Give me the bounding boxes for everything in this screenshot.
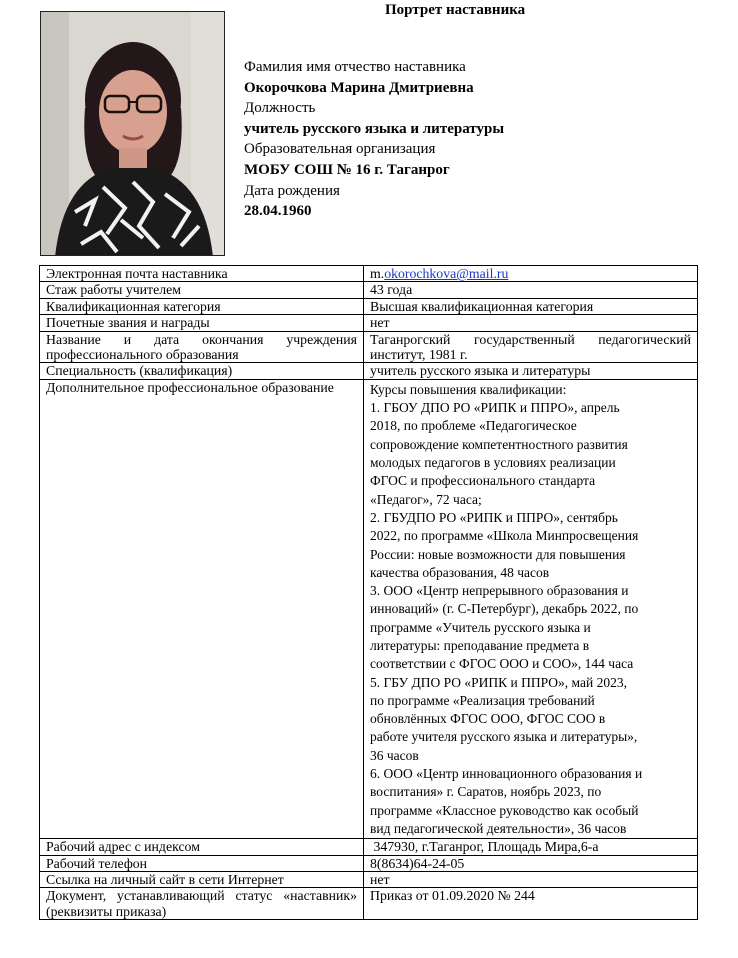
course-line: 2018, по проблеме «Педагогическое <box>370 418 577 434</box>
table-row <box>40 363 698 379</box>
fio-label: Фамилия имя отчество наставника <box>244 59 466 75</box>
phone-value: 8(8634)64-24-05 <box>364 855 698 871</box>
org-value: МОБУ СОШ № 16 г. Таганрог <box>244 161 450 178</box>
course-line: 6. ООО «Центр инновационного образования и <box>370 766 643 782</box>
category-value: Высшая квалификационная категория <box>364 298 698 314</box>
table-row <box>40 872 698 888</box>
course-line: России: новые возможности для повышения <box>370 546 626 562</box>
mentor-info <box>244 57 504 222</box>
document-value: Приказ от 01.09.2020 № 244 <box>364 888 698 920</box>
experience-label: Стаж работы учителем <box>40 282 364 298</box>
address-value: 347930, г.Таганрог, Площадь Мира,6-а <box>364 839 698 855</box>
page-title: Портрет наставника <box>385 2 526 18</box>
course-line: работе учителя русского языка и литературы», <box>370 729 638 745</box>
address-label: Рабочий адрес с индексом <box>40 839 364 855</box>
site-value: нет <box>364 872 698 888</box>
document-label: Документ, устанавливающий статус «наставник» (реквизиты приказа) <box>40 888 364 920</box>
mentor-photo <box>40 11 225 256</box>
course-line: 5. ГБУ ДПО РО «РИПК и ППРО», май 2023, <box>370 674 627 690</box>
course-line: Курсы повышения квалификации: <box>370 381 567 397</box>
birth-label: Дата рождения <box>244 182 340 199</box>
position-value: учитель русского языка и литературы <box>244 120 505 137</box>
portrait-image <box>41 12 225 256</box>
course-line: сопровождение компетентностного развития <box>370 436 628 452</box>
course-line: 2022, по программе «Школа Минпросвещения <box>370 528 639 544</box>
birth-value: 28.04.1960 <box>244 203 312 220</box>
fio-value: Окорочкова Марина Дмитриевна <box>244 79 474 96</box>
table-row <box>40 266 698 282</box>
additional-value <box>364 379 698 838</box>
course-line: 2. ГБУДПО РО «РИПК и ППРО», сентябрь <box>370 509 618 525</box>
course-line: ФГОС и профессионального стандарта <box>370 473 596 489</box>
email-prefix: m. <box>370 266 385 281</box>
awards-value: нет <box>364 315 698 331</box>
position-label: Должность <box>244 100 316 117</box>
course-line: программе «Классное руководство как особый <box>370 802 639 818</box>
email-label: Электронная почта наставника <box>40 266 364 282</box>
course-line: «Педагог», 72 часа; <box>370 491 482 507</box>
course-line: вид педагогической деятельности», 36 часов <box>370 820 627 836</box>
phone-label: Рабочий телефон <box>40 855 364 871</box>
course-line: 1. ГБОУ ДПО РО «РИПК и ППРО», апрель <box>370 400 620 416</box>
course-line: 36 часов <box>370 747 419 763</box>
course-line: инноваций» (г. С-Петербург), декабрь 2022, по <box>370 601 639 617</box>
course-line: по программе «Реализация требований <box>370 692 595 708</box>
education-label: Название и дата окончания учреждения профессионального образования <box>40 331 364 363</box>
mentor-table <box>39 265 698 920</box>
course-line: программе «Учитель русского языка и <box>370 619 591 635</box>
table-row <box>40 315 698 331</box>
email-link[interactable]: okorochkova@mail.ru <box>384 266 509 281</box>
course-line: молодых педагогов в условиях реализации <box>370 455 616 471</box>
specialty-value: учитель русского языка и литературы <box>364 363 698 379</box>
education-value: Таганрогский государственный педагогический институт, 1981 г. <box>364 331 698 363</box>
org-label: Образовательная организация <box>244 141 436 158</box>
table-row <box>40 888 698 920</box>
table-row <box>40 839 698 855</box>
email-value <box>364 266 698 282</box>
table-row <box>40 379 698 838</box>
course-line: качества образования, 48 часов <box>370 564 550 580</box>
table-row <box>40 298 698 314</box>
experience-value: 43 года <box>364 282 698 298</box>
course-line: воспитания» г. Саратов, ноябрь 2023, по <box>370 784 602 800</box>
additional-label: Дополнительное профессиональное образование <box>40 379 364 838</box>
table-row <box>40 331 698 363</box>
table-row <box>40 282 698 298</box>
table-row <box>40 855 698 871</box>
course-line: 3. ООО «Центр непрерывного образования и <box>370 583 629 599</box>
site-label: Ссылка на личный сайт в сети Интернет <box>40 872 364 888</box>
awards-label: Почетные звания и награды <box>40 315 364 331</box>
course-line: литературы: преподавание предмета в <box>370 638 590 653</box>
course-line: соответствии с ФГОС ООО и СОО», 144 часа <box>370 656 634 672</box>
category-label: Квалификационная категория <box>40 298 364 314</box>
specialty-label: Специальность (квалификация) <box>40 363 364 379</box>
course-line: обновлённых ФГОС ООО, ФГОС СОО в <box>370 711 606 727</box>
